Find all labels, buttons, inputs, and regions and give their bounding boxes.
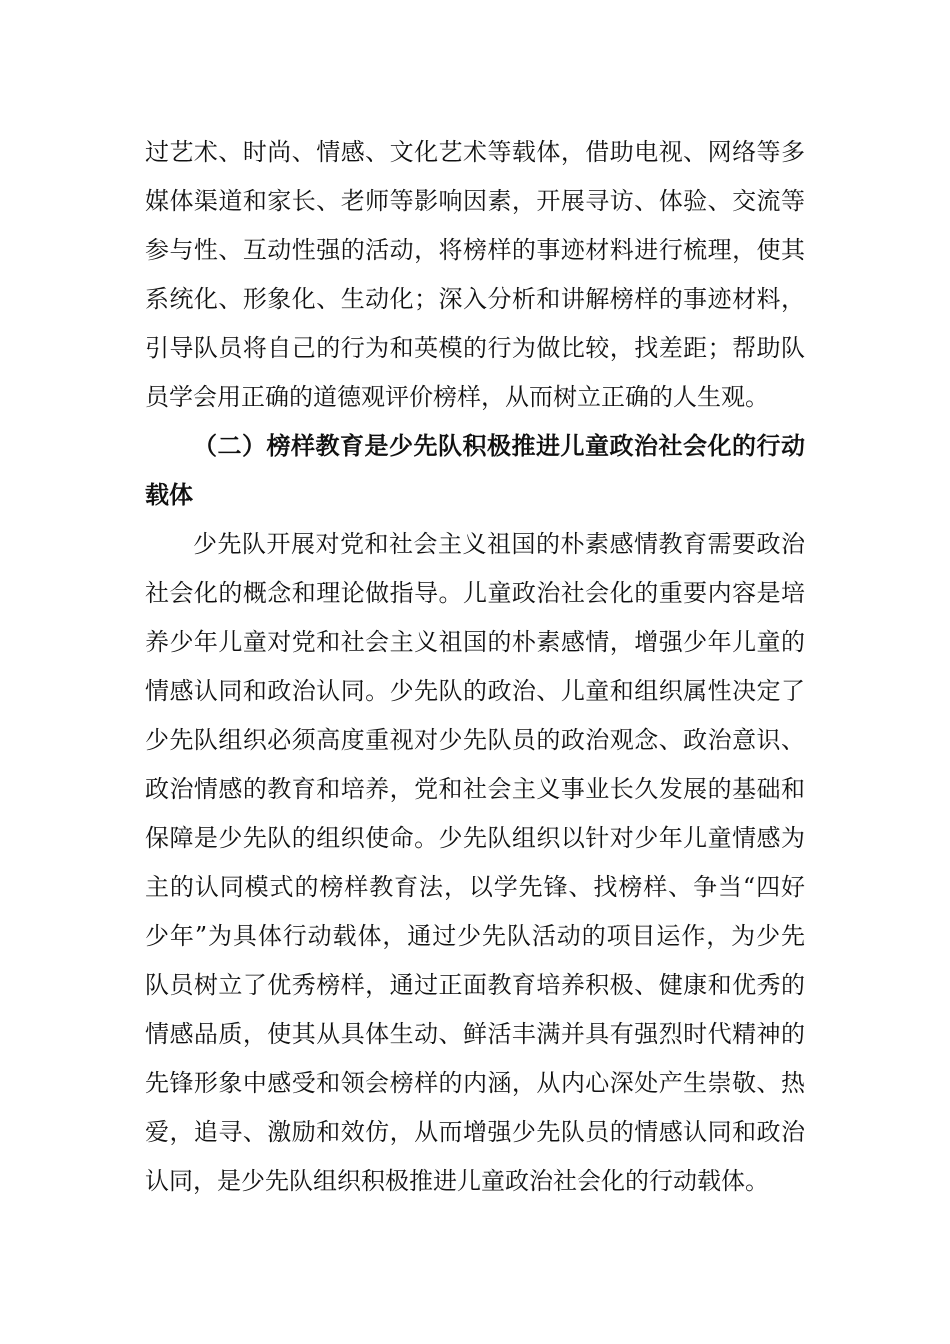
- text-line: 政治情感的教育和培养，党和社会主义事业长久发展的基础和: [145, 775, 805, 803]
- text-line: 引导队员将自己的行为和英模的行为做比较，找差距；帮助队: [145, 334, 805, 362]
- text-line: 队员树立了优秀榜样，通过正面教育培养积极、健康和优秀的: [145, 971, 805, 999]
- text-line: 少年”为具体行动载体，通过少先队活动的项目运作，为少先: [145, 922, 805, 950]
- text-line: 认同，是少先队组织积极推进儿童政治社会化的行动载体。: [145, 1167, 769, 1195]
- text-line: 系统化、形象化、生动化；深入分析和讲解榜样的事迹材料，: [145, 285, 805, 313]
- text-line: 社会化的概念和理论做指导。儿童政治社会化的重要内容是培: [145, 579, 805, 607]
- text-line: 爱，追寻、激励和效仿，从而增强少先队员的情感认同和政治: [145, 1118, 805, 1146]
- section-heading: [145, 422, 805, 520]
- text-line: 媒体渠道和家长、老师等影响因素，开展寻访、体验、交流等: [145, 187, 805, 215]
- text-line: 参与性、互动性强的活动，将榜样的事迹材料进行梳理，使其: [145, 236, 805, 264]
- text-line: 养少年儿童对党和社会主义祖国的朴素感情，增强少年儿童的: [145, 628, 805, 656]
- heading-line: 载体: [145, 481, 193, 509]
- document-body: [145, 128, 805, 1206]
- text-line: 过艺术、时尚、情感、文化艺术等载体，借助电视、网络等多: [145, 138, 805, 166]
- text-line: 保障是少先队的组织使命。少先队组织以针对少年儿童情感为: [145, 824, 805, 852]
- text-line: 员学会用正确的道德观评价榜样，从而树立正确的人生观。: [145, 383, 769, 411]
- text-line: 主的认同模式的榜样教育法，以学先锋、找榜样、争当“四好: [145, 873, 805, 901]
- text-line: 少先队组织必须高度重视对少先队员的政治观念、政治意识、: [145, 726, 805, 754]
- heading-line: （二）榜样教育是少先队积极推进儿童政治社会化的行动: [193, 432, 805, 460]
- text-line: 情感品质，使其从具体生动、鲜活丰满并具有强烈时代精神的: [145, 1020, 805, 1048]
- text-line: 情感认同和政治认同。少先队的政治、儿童和组织属性决定了: [145, 677, 805, 705]
- paragraph-continuation: [145, 128, 805, 422]
- text-line: 先锋形象中感受和领会榜样的内涵，从内心深处产生崇敬、热: [145, 1069, 805, 1097]
- paragraph-body: [145, 520, 805, 1206]
- text-line: 少先队开展对党和社会主义祖国的朴素感情教育需要政治: [193, 530, 805, 558]
